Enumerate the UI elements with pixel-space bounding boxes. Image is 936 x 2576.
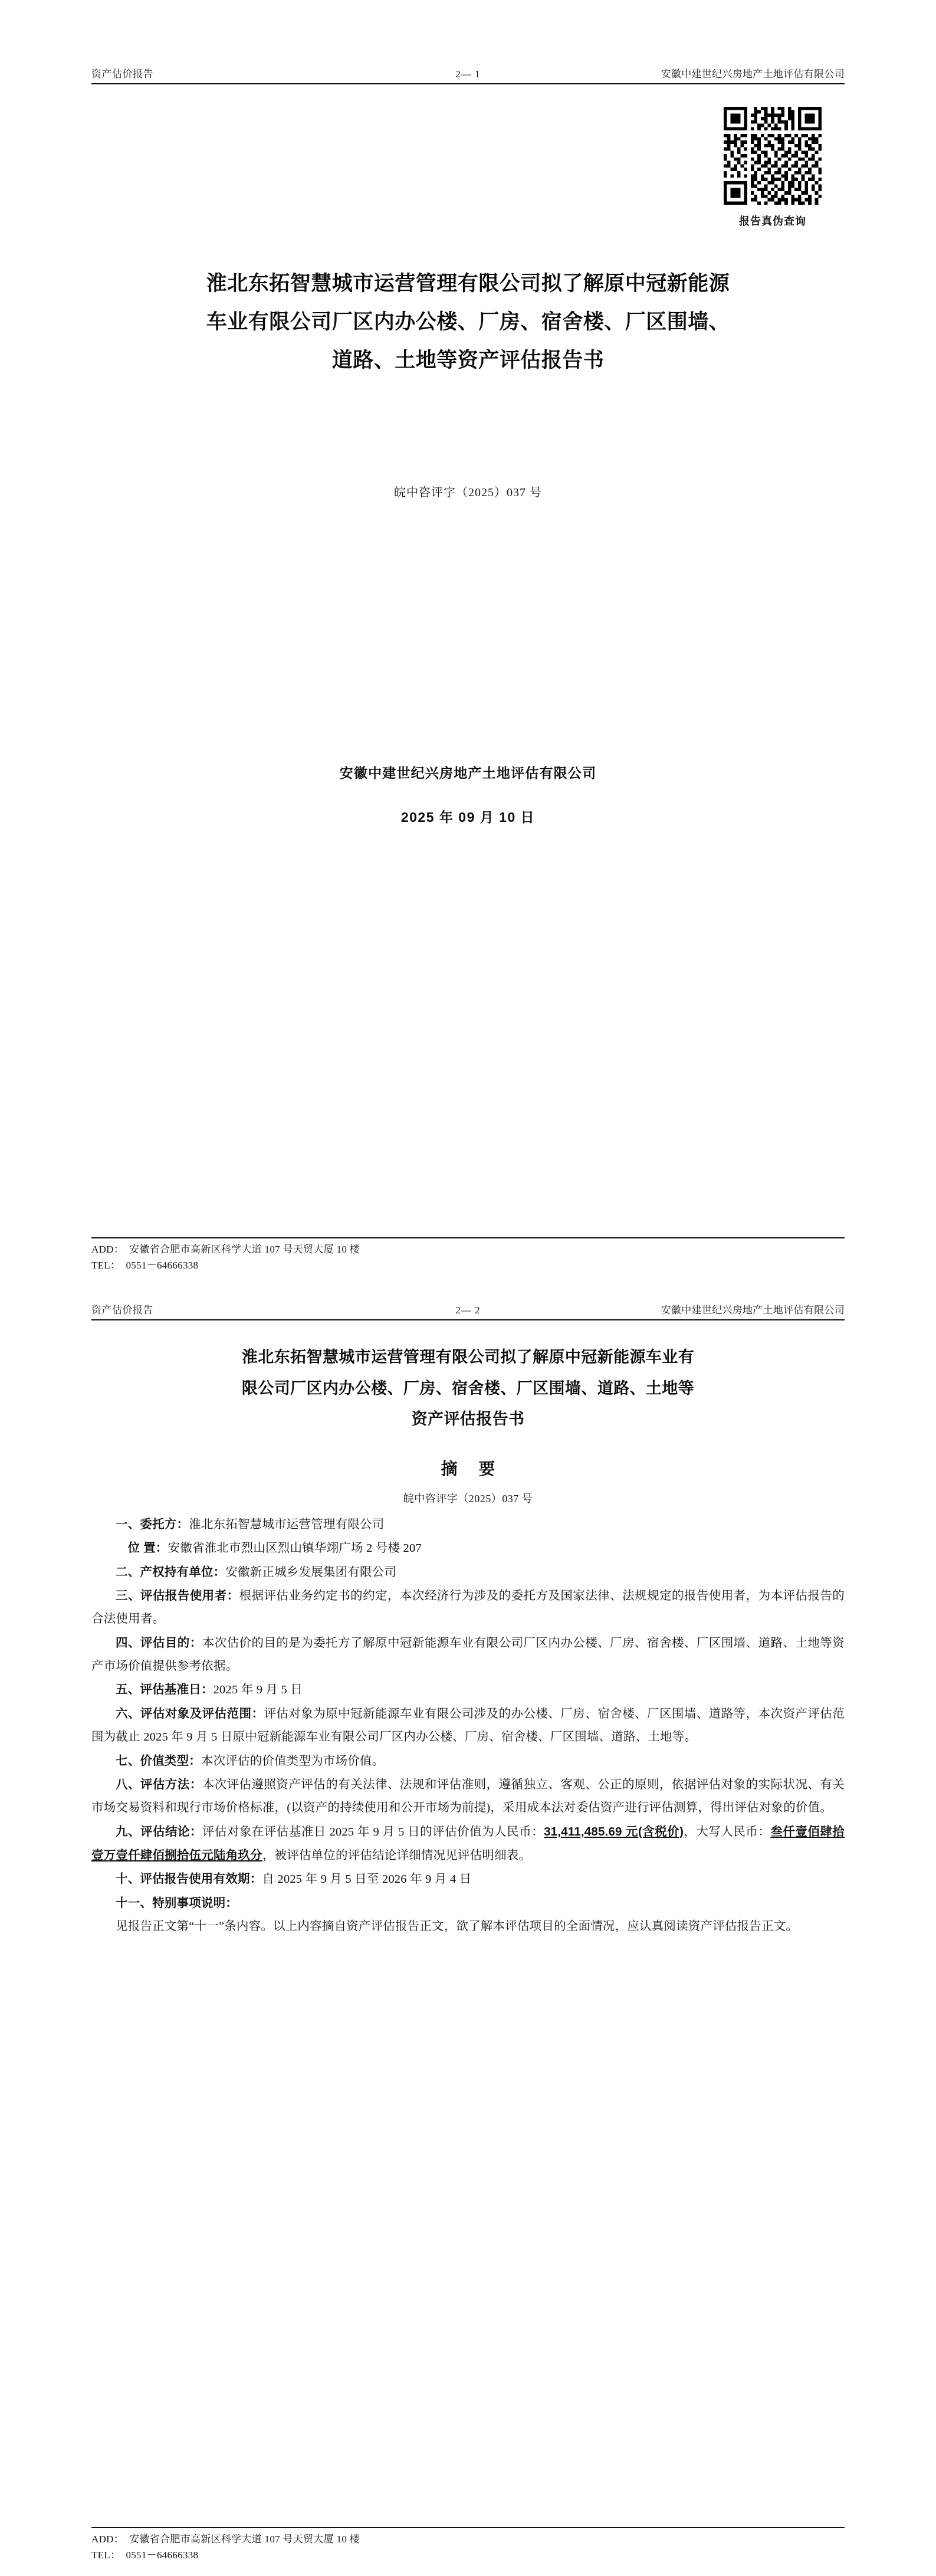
abstract-item-9 [91, 1820, 845, 1868]
item-11-lead: 十一、特别事项说明： [116, 1896, 238, 1910]
qr-caption-label: 报告真伪查询 [739, 215, 806, 227]
page-1 [0, 0, 936, 1286]
abstract-title-line-1: 淮北东拓智慧城市运营管理有限公司拟了解原中冠新能源车业有 [241, 1348, 695, 1366]
item-7-value: 本次评估的价值类型为市场价值。 [201, 1754, 385, 1768]
cover-report-number: 皖中咨评字（2025）037 号 [394, 486, 542, 500]
footer-telephone: TEL： 0551－64666338 [91, 2549, 199, 2561]
abstract-title-line-2: 限公司厂区内办公楼、厂房、宿舍楼、厂区围墙、道路、土地等 [241, 1379, 695, 1397]
valuation-amount-chinese: 叁仟壹佰肆拾壹万壹仟肆佰捌拾伍元陆角玖分 [91, 1824, 845, 1862]
page-2-running-header [91, 1292, 845, 1320]
footer-address: ADD： 安徽省合肥市高新区科学大道 107 号天贸大厦 10 楼 [91, 1244, 360, 1256]
page-1-running-footer [91, 1237, 845, 1273]
abstract-item-11-note: 见报告正文第“十一”条内容。以上内容摘自资产评估报告正文，欲了解本评估项目的全面情况，应认真阅读资产评估报告正文。 [116, 1920, 799, 1933]
cover-title-line-1: 淮北东拓智慧城市运营管理有限公司拟了解原中冠新能源 [206, 272, 730, 295]
item-9-text-b: ，大写人民币： [684, 1825, 771, 1838]
footer-address: ADD： 安徽省合肥市高新区科学大道 107 号天贸大厦 10 楼 [91, 2534, 360, 2545]
cover-issue-date: 2025 年 09 月 10 日 [400, 809, 536, 825]
item-10-value: 自 2025 年 9 月 5 日至 2026 年 9 月 4 日 [262, 1873, 472, 1886]
header-page-number: 2— 1 [455, 68, 481, 80]
abstract-item-10 [91, 1867, 845, 1891]
item-3-value: 根据评估业务约定书的约定，本次经济行为涉及的委托方及国家法律、法规规定的报告使用者，为本评估报告的合法使用者。 [91, 1589, 845, 1626]
abstract-item-1 [91, 1513, 845, 1536]
abstract-item-8 [91, 1773, 845, 1820]
abstract-item-11 [91, 1892, 845, 1915]
item-1-value: 淮北东拓智慧城市运营管理有限公司 [189, 1518, 385, 1531]
item-9-lead: 九、评估结论： [116, 1824, 202, 1838]
item-8-lead: 八、评估方法： [116, 1777, 202, 1791]
abstract-item-2 [91, 1561, 845, 1584]
qr-code-icon[interactable] [724, 107, 822, 205]
abstract-item-7 [91, 1749, 845, 1773]
item-2-lead: 二、产权持有单位： [116, 1565, 226, 1579]
header-left-label: 资产估价报告 [91, 68, 153, 80]
header-page-number: 2— 2 [455, 1305, 481, 1316]
item-7-lead: 七、价值类型： [116, 1754, 201, 1768]
abstract-heading: 摘 要 [441, 1459, 504, 1478]
cover-title-line-2: 车业有限公司厂区内办公楼、厂房、宿舍楼、厂区围墙、 [206, 310, 730, 333]
header-company-name: 安徽中建世纪兴房地产土地评估有限公司 [661, 68, 845, 80]
header-left-label: 资产估价报告 [91, 1305, 153, 1316]
abstract-page-title [91, 1342, 845, 1435]
page-2 [0, 1286, 936, 2576]
abstract-item-6 [91, 1702, 845, 1749]
item-3-lead: 三、评估报告使用者： [116, 1589, 239, 1602]
page-1-running-header [91, 56, 845, 84]
cover-issuing-company: 安徽中建世纪兴房地产土地评估有限公司 [339, 765, 597, 781]
valuation-amount-numeric: 31,411,485.69 元(含税价) [544, 1824, 684, 1838]
item-5-value: 2025 年 9 月 5 日 [213, 1683, 303, 1697]
abstract-title-line-3: 资产评估报告书 [411, 1410, 525, 1428]
item-9-text-a: 评估对象在评估基准日 2025 年 9 月 5 日的评估价值为人民币： [202, 1825, 544, 1838]
abstract-item-5 [91, 1678, 845, 1702]
item-10-lead: 十、评估报告使用有效期： [116, 1872, 262, 1886]
qr-verification-block[interactable] [714, 107, 832, 228]
item-2-value: 安徽新正城乡发展集团有限公司 [225, 1565, 397, 1579]
item-8-value: 本次评估遵照资产评估的有关法律、法规和评估准则，遵循独立、客观、公正的原则，依据评估对象的实际状况、有关市场交易资料和现行市场价格标准，(以资产的持续使用和公开市场为前提)，采用成本法对委估资产进行评估测算，得出评估对象的价值。 [91, 1778, 845, 1815]
item-4-value: 本次估价的目的是为委托方了解原中冠新能源车业有限公司厂区内办公楼、厂房、宿舍楼、厂区围墙、道路、土地等资产市场价值提供参考依据。 [91, 1636, 845, 1673]
abstract-items [91, 1513, 845, 1938]
item-5-lead: 五、评估基准日： [116, 1683, 214, 1697]
item-6-lead: 六、评估对象及评估范围： [116, 1706, 264, 1720]
cover-title [91, 265, 845, 379]
item-9-text-c: ，被评估单位的评估结论详细情况见评估明细表。 [262, 1849, 531, 1862]
abstract-report-number: 皖中咨评字（2025）037 号 [403, 1492, 533, 1505]
page-2-running-footer [91, 2527, 845, 2563]
cover-title-line-3: 道路、土地等资产评估报告书 [331, 348, 605, 372]
item-6-value: 评估对象为原中冠新能源车业有限公司涉及的办公楼、厂房、宿舍楼、厂区围墙、道路等，本次资产评估范围为截止 2025 年 9 月 5 日原中冠新能源车业有限公司厂区内办公楼、厂房、宿舍楼、厂区围墙、道路、土地等。 [91, 1707, 845, 1744]
abstract-item-1-location [91, 1536, 845, 1560]
abstract-item-4 [91, 1631, 845, 1679]
abstract-item-3 [91, 1584, 845, 1631]
item-1-location-lead: 位 置： [127, 1541, 168, 1555]
item-1-lead: 一、委托方： [116, 1517, 189, 1531]
item-4-lead: 四、评估目的： [116, 1636, 202, 1650]
footer-telephone: TEL： 0551－64666338 [91, 1259, 199, 1271]
header-company-name: 安徽中建世纪兴房地产土地评估有限公司 [661, 1305, 845, 1316]
item-1-location-value: 安徽省淮北市烈山区烈山镇华翊广场 2 号楼 207 [168, 1542, 422, 1555]
